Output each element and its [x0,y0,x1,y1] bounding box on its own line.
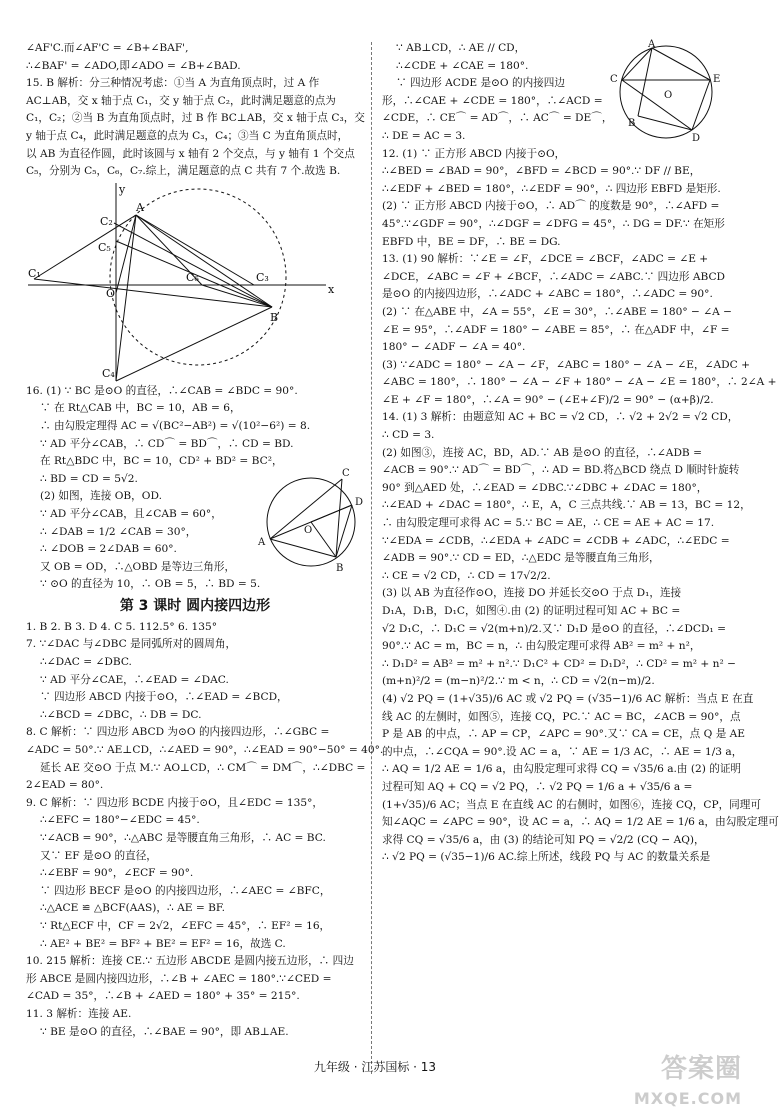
text-line: 在 Rt△BDC 中，BC = 10，CD² + BD² = BC²， [40,455,283,468]
watermark [634,1054,742,1114]
text-line: ∠CDE，∴ CE⌒ = AD⌒，∴ AC⌒ = DE⌒， [382,112,613,125]
text-line: ∴∠CDE + ∠CAE = 180°. [396,59,529,72]
text-line: ∴ AE² + BE² = BF² + BE² = EF² = 16，故选 C. [40,937,286,950]
text-line: ∴ DE = AC = 3. [382,129,466,142]
text-line: C₁，C₂；②当 B 为直角顶点时，过 B 作 BC⊥AB，交 x 轴于点 C₃，交 [26,112,365,125]
text-line: ∵ AD 平分∠CAB，且∠CAB = 60°， [40,507,222,520]
text-line: (3) 以 AB 为直径作⊙O，连接 DO 并延长交⊙O 于点 D₁，连接 [382,587,682,600]
text-line: ∵ 四边形 BECF 是⊙O 的内接四边形，∴∠AEC = ∠BFC， [40,884,331,897]
text-line: ∠E = 95°，∴∠ADF = 180° − ∠ABE = 85°，∴ 在△ADF 中，∠F = [382,323,730,336]
text-line: 形，∴∠CAE + ∠CDE = 180°，∴∠ACD = [382,94,603,107]
text-line: (2) ∵ 正方形 ABCD 内接于⊙O，∴ AD⌒ 的度数是 90°，∴∠AFD = [382,200,720,213]
text-line: ∠ADC = 50°.∵ AE⊥CD，∴∠AED = 90°，∴∠EAD = 90°−50° = 40°. [26,744,384,757]
text-line: (1+√35)/6 AC；当点 E 在直线 AC 的右侧时，如图⑥，连接 CQ，CP，同理可 [382,798,761,811]
text-line: C₅，分别为 C₅，C₆，C₇.综上，满足题意的点 C 共有 7 个.故选 B. [26,165,341,178]
text-line: ∵ ⊙O 的直径为 10，∴ OB = 5，∴ BD = 5. [40,578,261,591]
fig-label: y [119,182,126,196]
fig-label: A [258,536,266,548]
text-line: ∴∠EFC = 180°−∠EDC = 45°. [40,814,200,827]
text-line: 9. C 解析：∵ 四边形 BCDE 内接于⊙O，且∠EDC = 135°， [26,796,323,809]
text-line: ∵ AD 平分∠CAE，∴∠EAD = ∠DAC. [40,673,229,686]
text-line: ∵ BE 是⊙O 的直径，∴∠BAE = 90°，即 AB⊥AE. [40,1025,289,1038]
text-line: (2) ∵ 在△ABE 中，∠A = 55°，∠E = 30°，∴∠ABE = 180° − ∠A − [382,305,733,318]
section-body [26,636,384,1041]
text-line: 以 AB 为直径作圆，此时该圆与 x 轴有 2 个交点，与 y 轴有 1 个交点 [26,147,355,160]
text-line: ∠CAD = 35°，∴∠B + ∠AED = 180° + 35° = 215°. [26,990,300,1003]
text-line: 11. 3 解析：连接 AE. [26,1007,132,1020]
text-line: ∠E + ∠F = 180°，∴∠A = 90° − (∠E+∠F)/2 = 90° − (α+β)/2. [382,393,714,406]
text-line: ∵ AD 平分∠CAB，∴ CD⌒ = BD⌒，∴ CD = BD. [40,437,294,450]
text-line: (2) 如图③，连接 AC，BD，AD.∵ AB 是⊙O 的直径，∴∠ADB = [382,446,702,459]
text-line: y 轴于点 C₄，此时满足题意的点为 C₃，C₄；③当 C 为直角顶点时， [26,129,349,142]
text-line: ∴∠BCD = ∠DBC，∴ DB = DC. [40,708,202,721]
text-line: 15. B 解析：分三种情况考虑：①当 A 为直角顶点时，过 A 作 [26,77,320,90]
text-line: 知∠AQC = ∠APC = 90°，设 AC = a，∴ AQ = 1/2 AE = 1/6 a，由勾股定理可 [382,816,779,829]
text-line: ∴ ∠DOB = 2∠DAB = 60°. [40,543,177,556]
text-line: (m+n)²/2 = (m−n)²/2.∵ m < n，∴ CD = √2(n−m)/2. [382,675,655,688]
text-line: ∠AF'C.而∠AF'C = ∠B+∠BAF', [26,42,189,54]
fig-label: A [648,39,656,50]
watermark-url: MXQE.COM [633,1089,742,1108]
text-line: ∵ 四边形 ACDE 是⊙O 的内接四边 [396,77,565,90]
fig-label: B [628,118,636,129]
fig-label: C₁ [28,266,41,280]
text-line: ∵∠ACB = 90°，∴△ABC 是等腰直角三角形，∴ AC = BC. [40,832,326,844]
text-line: 7. ∵∠DAC 与∠DBC 是同弧所对的圆周角， [26,638,237,651]
circle-figure-q11 [608,40,724,144]
fig-label: C₆ [186,270,199,284]
text-line: ∠ADB = 90°.∵ CD = ED，∴△EDC 是等腰直角三角形， [382,552,660,565]
text-line: ∠DCE，∠ABC = ∠F + ∠BCF，∴∠ADC = ∠ABC.∵ 四边形 ABCD [382,270,726,283]
text-line: 14. (1) 3 解析：由题意知 AC + BC = √2 CD，∴ √2 + 2√2 = √2 CD， [382,411,739,424]
text-line: 10. 215 解析：连接 CE.∵ 五边形 ABCDE 是圆内接五边形，∴ 四边 [26,955,354,968]
fig-label: O [664,90,673,101]
text-line: ∴∠BED = ∠BAD = 90°，∠BFD = ∠BCD = 90°.∵ DF // BE， [382,165,701,178]
text-line: 12. (1) ∵ 正方形 ABCD 内接于⊙O， [382,147,566,160]
text-line: P 是 AB 的中点，∴ AP = CP，∠APC = 90°.又∵ CA = CE，点 Q 是 AE [382,728,746,741]
text-line: 是⊙O 的内接四边形，∴∠ADC + ∠ABC = 180°，∴∠ADC = 90°. [382,288,713,301]
text-line: ∵ Rt△ECF 中，CF = 2√2，∠EFC = 45°，∴ EF² = 16， [40,919,331,932]
text-line: ∴∠DAC = ∠DBC. [40,656,132,669]
text-line: 求得 CQ = √35/6 a，由 (3) 的结论可知 PQ = √2/2 (CQ − AQ)， [382,833,705,846]
fig-label: B [270,310,279,324]
fig-label: C₂ [100,214,113,228]
text-line: 又∵ EF 是⊙O 的直径， [40,849,157,862]
text-line: ∵ 在 Rt△CAB 中，BC = 10，AB = 6， [40,402,241,415]
text-line: (3) ∵∠ADC = 180° − ∠A − ∠F，∠ABC = 180° − ∠A − ∠E，∠ADC + [382,358,751,371]
text-line: 13. (1) 90 解析：∵∠E = ∠F，∠DCE = ∠BCF，∠ADC = ∠E + [382,253,709,266]
text-line: √2 D₁C，∴ D₁C = √2(m+n)/2.又∵ D₁D 是⊙O 的直径，∴∠DCD₁ = [382,622,727,635]
fig-label: C [610,74,618,85]
fig-label: O [304,524,313,536]
page-footer: 九年级 · 江苏国标 · 13 [313,1060,437,1074]
text-line: ∵∠EDA = ∠CDB，∴∠EDA + ∠ADC = ∠CDB + ∠ADC，∴∠EDC = [382,534,730,547]
text-line: ∴ 由勾股定理得 AC = √(BC²−AB²) = √(10²−6²) = 8. [40,419,311,432]
text-line: ∴ BD = CD = 5√2. [40,472,138,485]
text-line: ∴ ∠DAB = 1/2 ∠CAB = 30°， [40,525,197,538]
text-line: ∴ CE = √2 CD，∴ CD = 17√2/2. [382,569,551,582]
text-line: ∴ D₁D² = AB² = m² + n².∵ D₁C² + CD² = D₁D²，∴ CD² = m² + n² − [382,657,736,670]
fig-label: A [136,200,144,214]
text-line: ∴∠EAD + ∠DAC = 180°，∴ E，A，C 三点共线.∵ AB = 13，BC = 12， [382,499,751,512]
fig-label: O [106,286,116,300]
text-line: 90°.∵ AC = m，BC = n，∴ 由勾股定理可求得 AB² = m² + n²， [382,640,701,653]
q11-continued [382,40,724,146]
fig-label: D [355,496,364,508]
right-body [382,146,779,867]
fig-label: C [342,467,350,479]
text-line: ∴∠EDF + ∠BED = 180°，∴∠EDF = 90°，∴ 四边形 EBFD 是矩形. [382,182,721,195]
text-line: ∴ CD = 3. [382,429,435,442]
text-line: 延长 AE 交⊙O 于点 M.∵ AO⊥CD，∴ CM⌒ = DM⌒，∴∠DBC = [40,761,366,774]
text-line: D₁A，D₁B，D₁C，如图④.由 (2) 的证明过程可知 AC + BC = [382,605,681,617]
text-line: 90° 到△AED 处，∴∠EAD = ∠DBC.∵∠DBC + ∠DAC = 180°， [382,481,708,494]
text-line: ∴∠BAF' = ∠ADO,即∠ADO = ∠B+∠BAD. [26,59,241,72]
text-line: (2) 如图，连接 OB，OD. [40,490,162,503]
fig-label: x [328,282,335,296]
text-line: EBFD 中，BE = DF，∴ BE = DG. [382,235,561,248]
text-line: ∴∠EBF = 90°，∠ECF = 90°. [40,867,194,880]
fig-label: C₃ [256,270,269,284]
text-line: ∴△ACE ≌ △BCF(AAS)，∴ AE = BF. [40,902,225,915]
coordinate-diagram [26,181,364,383]
text-line: 形 ABCE 是圆内接四边形，∴∠B + ∠AEC = 180°.∵∠CED = [26,972,332,985]
q16-solution [26,383,364,594]
q15-solution [26,75,364,181]
circle-figure-q16 [256,467,366,577]
text-line: 2∠EAD = 80°. [26,779,104,792]
fig-label: D [692,133,701,144]
text-line: AC⊥AB，交 x 轴于点 C₁，交 y 轴于点 C₂，此时满足题意的点为 [26,94,336,107]
answers-line: 1. B 2. B 3. D 4. C 5. 112.5° 6. 135° [26,620,217,633]
text-line: ∠ABC = 180°，∴ 180° − ∠A − ∠F + 180° − ∠A − ∠E = 180°，∴ 2∠A + [382,376,777,389]
fig-label: E [713,74,721,85]
section-title: 第 3 课时 圆内接四边形 [119,597,271,614]
text-line: ∵ 四边形 ABCD 内接于⊙O，∴∠EAD = ∠BCD， [40,691,288,704]
text-line: 的中点，∴∠CQA = 90°.设 AC = a，∵ AE = 1/3 AC，∴ AE = 1/3 a， [382,745,743,758]
text-line: 16. (1) ∵ BC 是⊙O 的直径，∴∠CAB = ∠BDC = 90°. [26,384,298,397]
text-line: 180° − ∠ADF − ∠A = 40°. [382,341,526,354]
text-line: (4) √2 PQ = (1+√35)/6 AC 或 √2 PQ = (√35−1)/6 AC 解析：当点 E 在直 [382,692,754,705]
text-line: 8. C 解析：∵ 四边形 ABCD 为⊙O 的内接四边形，∴∠GBC = [26,726,330,739]
column-divider [371,42,372,1074]
q15-figure [26,181,364,383]
fig-label: B [336,562,344,574]
text-line: ∵ AB⊥CD，∴ AE // CD， [396,42,526,54]
text-line: 线 AC 的左侧时，如图⑤，连接 CQ，PC.∵ AC = BC，∠ACB = 90°，点 [382,710,741,723]
text-line: 又 OB = OD，∴△OBD 是等边三角形， [40,560,236,573]
text-line: ∠ACB = 90°.∵ AD⌒ = BD⌒，∴ AD = BD.将△BCD 绕点 D 顺时针旋转 [382,464,740,477]
text-line: 45°.∵∠GDF = 90°，∴∠DGF = ∠DFG = 45°，∴ DG = DF.∵ 在矩形 [382,217,725,230]
text-line: ∴ AQ = 1/2 AE = 1/6 a，由勾股定理可求得 CQ = √35/6 a.由 (2) 的证明 [382,763,742,776]
text-line: ∴ √2 PQ = (√35−1)/6 AC.综上所述，线段 PQ 与 AC 的数量关系是 [382,851,711,864]
left-column [26,40,384,1041]
text-line: 过程可知 AQ + CQ = √2 PQ，∴ √2 PQ = 1/6 a + √35/6 a = [382,780,693,793]
fig-label: C₅ [98,240,111,254]
fig-label: C₄ [102,366,115,380]
text-line: ∴ 由勾股定理可求得 AC = 5.∵ BC = AE，∴ CE = AE + AC = 17. [382,517,715,530]
right-column [382,39,779,867]
watermark-text: 答案圈 [660,1054,742,1084]
top-lines [26,40,364,75]
